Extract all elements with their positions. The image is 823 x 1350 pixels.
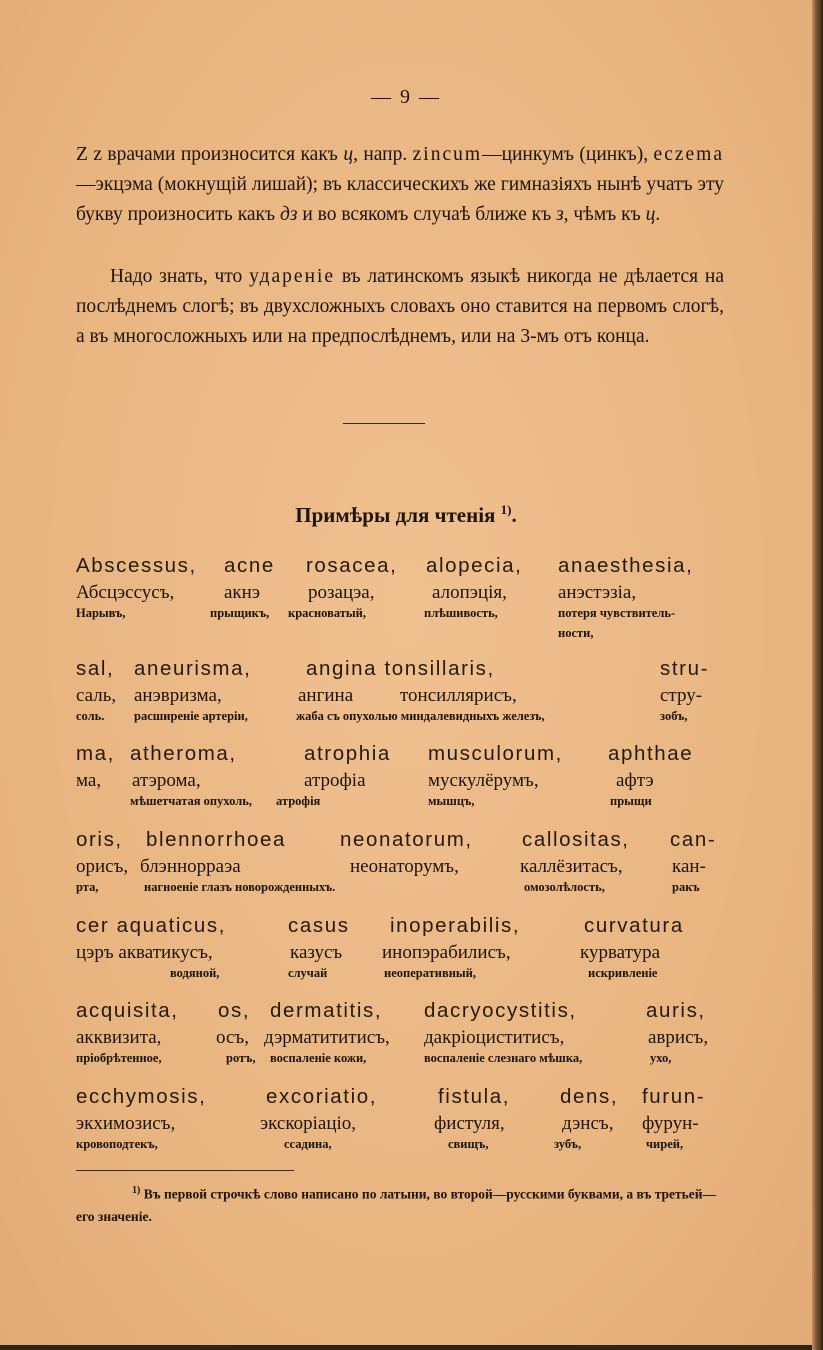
russian-transcription: афтэ	[616, 770, 654, 791]
latin-word: aneurisma,	[134, 657, 252, 680]
meaning: рта,	[76, 880, 99, 894]
latin-word: stru-	[660, 657, 709, 680]
russian-transcription: анэстэзіа,	[558, 582, 637, 603]
meaning: воспаленіе кожи,	[270, 1051, 367, 1065]
meaning: Нарывъ,	[76, 606, 126, 620]
p1-italic-3: з	[556, 204, 564, 225]
russian-transcription: инопэрабилисъ,	[382, 942, 511, 963]
meaning: прыщи	[610, 794, 652, 808]
meaning: неоперативный,	[384, 966, 477, 980]
russian-transcription: ангина	[298, 685, 354, 706]
latin-word: anaesthesia,	[558, 554, 694, 577]
meaning: соль.	[76, 709, 105, 723]
example-block-4	[76, 828, 724, 900]
meaning: кровоподтекъ,	[76, 1137, 158, 1151]
russian-transcription: неонаторумъ,	[350, 856, 459, 877]
latin-word: angina tonsillaris,	[306, 657, 495, 680]
latin-word: aphthae	[608, 742, 694, 765]
russian-transcription: орисъ,	[76, 856, 129, 877]
latin-word: dens,	[560, 1085, 619, 1108]
latin-word: os,	[218, 999, 251, 1022]
russian-transcription: цэръ акватикусъ,	[76, 942, 213, 963]
russian-transcription: кан-	[672, 856, 706, 877]
russian-transcription: блэннорраэа	[140, 856, 241, 877]
meaning: красноватый,	[288, 606, 366, 620]
p1-spaced-2: eczema	[653, 144, 724, 165]
latin-word: oris,	[76, 828, 123, 851]
meaning: прыщикъ,	[210, 606, 270, 620]
meaning: ссадина,	[284, 1137, 332, 1151]
example-block-5	[76, 914, 724, 986]
paragraph-z-pronunciation	[76, 140, 724, 230]
meaning: омозолѣлость,	[524, 880, 605, 894]
section-heading	[0, 502, 812, 528]
meaning: расширеніе артеріи,	[134, 709, 248, 723]
p1-text-7: .	[655, 204, 661, 225]
footnote-text: Въ первой строчкѣ слово написано по латыни, во второй—русскими буквами, а въ третьей—его значеніе.	[76, 1186, 717, 1224]
latin-word: can-	[670, 828, 717, 851]
latin-word: atrophia	[304, 742, 391, 765]
latin-word: furun-	[642, 1085, 706, 1108]
meaning: случай	[288, 966, 328, 980]
footnote	[76, 1180, 724, 1228]
p1-text-2: , напр.	[353, 144, 413, 165]
meaning: водяной,	[170, 966, 220, 980]
russian-transcription: казусъ	[290, 942, 343, 963]
russian-transcription: анэвризма,	[134, 685, 222, 706]
russian-transcription: дакріоциститисъ,	[424, 1027, 565, 1048]
page-number: — 9 —	[371, 86, 441, 108]
section-divider	[343, 423, 425, 424]
russian-transcription: дэрматититисъ,	[264, 1027, 390, 1048]
p2-text-1: Надо знать, что	[110, 266, 250, 287]
meaning: зобъ,	[660, 709, 688, 723]
p1-italic-1: ц	[343, 144, 354, 165]
russian-transcription: фистуля,	[434, 1113, 505, 1134]
meaning: мѣшетчатая опухоль,	[130, 794, 252, 808]
latin-word: dacryocystitis,	[424, 999, 577, 1022]
example-block-1	[76, 554, 724, 646]
latin-word: blennorrhoea	[146, 828, 287, 851]
russian-transcription: экхимозисъ,	[76, 1113, 176, 1134]
meaning: потеря чувствитель-	[558, 606, 676, 620]
latin-word: dermatitis,	[270, 999, 383, 1022]
latin-word: acquisita,	[76, 999, 179, 1022]
p1-text-5: и во всякомъ случаѣ ближе къ	[297, 204, 557, 225]
russian-transcription: аврисъ,	[648, 1027, 709, 1048]
latin-word: rosacea,	[306, 554, 398, 577]
meaning: воспаленіе слезнаго мѣшка,	[424, 1051, 583, 1065]
heading-period: .	[511, 503, 517, 527]
russian-transcription: стру-	[660, 685, 703, 706]
meaning: атрофія	[276, 794, 321, 808]
russian-transcription: осъ,	[216, 1027, 249, 1048]
latin-word: casus	[288, 914, 350, 937]
russian-transcription: мускулёрумъ,	[428, 770, 539, 791]
meaning: ротъ,	[226, 1051, 256, 1065]
meaning: ракъ	[672, 880, 700, 894]
paragraph-stress	[76, 262, 724, 352]
russian-transcription: атэрома,	[132, 770, 201, 791]
meaning: нагноеніе глазъ новорожденныхъ.	[144, 880, 336, 894]
russian-transcription: ма,	[76, 770, 102, 791]
p1-text-6: , чѣмъ къ	[563, 204, 646, 225]
p2-text-2: въ латинскомъ языкѣ никогда не дѣлается на послѣднемъ слогѣ; въ двухсложныхъ словахъ оно ставится на первомъ слогѣ, а въ многосложныхъ или на предпослѣднемъ, или на 3-мъ отъ конца.	[76, 266, 724, 347]
meaning: чирей,	[646, 1137, 684, 1151]
meaning: пріобрѣтенное,	[76, 1051, 162, 1065]
meaning: плѣшивость,	[424, 606, 498, 620]
russian-transcription: акквизита,	[76, 1027, 162, 1048]
latin-word: inoperabilis,	[390, 914, 521, 937]
example-block-3	[76, 742, 724, 814]
scan-edge	[812, 0, 823, 1350]
footnote-separator	[76, 1170, 294, 1171]
russian-transcription: Абсцэссусъ,	[76, 582, 175, 603]
meaning: мышцъ,	[428, 794, 475, 808]
latin-word: fistula,	[438, 1085, 511, 1108]
p1-text-1: Z z врачами произносится какъ	[76, 144, 344, 165]
latin-word: atheroma,	[130, 742, 237, 765]
p1-spaced-1: zincum	[412, 144, 483, 165]
meaning: ухо,	[650, 1051, 672, 1065]
russian-transcription: тонсиллярисъ,	[400, 685, 517, 706]
latin-word: neonatorum,	[340, 828, 473, 851]
example-block-7	[76, 1085, 724, 1157]
meaning: жаба съ опухолью миндалевидныхъ железъ,	[296, 709, 545, 723]
latin-word: callositas,	[522, 828, 630, 851]
latin-word: excoriatio,	[266, 1085, 378, 1108]
p1-italic-2: дз	[279, 204, 298, 225]
heading-footnote-mark: 1)	[500, 502, 512, 517]
meaning: ности,	[558, 626, 594, 640]
russian-transcription: экскоріаціо,	[260, 1113, 357, 1134]
latin-word: musculorum,	[428, 742, 563, 765]
russian-transcription: розацэа,	[308, 582, 375, 603]
example-block-2	[76, 657, 724, 729]
meaning: зубъ,	[554, 1137, 582, 1151]
p1-italic-4: ц	[645, 204, 656, 225]
latin-word: ma,	[76, 742, 115, 765]
russian-transcription: акнэ	[224, 582, 260, 603]
latin-word: auris,	[646, 999, 706, 1022]
p1-text-4: —экцэма (мокнущій лишай); въ классическихъ же гимназіяхъ нынѣ учатъ эту букву произносить какъ	[76, 174, 724, 225]
latin-word: curvatura	[584, 914, 684, 937]
russian-transcription: курватура	[580, 942, 661, 963]
latin-word: acne	[224, 554, 275, 577]
meaning: искривленіе	[588, 966, 658, 980]
meaning: свищъ,	[448, 1137, 489, 1151]
heading-text: Примѣры для чтенія	[295, 503, 496, 527]
latin-word: alopecia,	[426, 554, 523, 577]
latin-word: ecchymosis,	[76, 1085, 207, 1108]
latin-word: sal,	[76, 657, 115, 680]
russian-transcription: атрофіа	[304, 770, 366, 791]
russian-transcription: каллёзитасъ,	[520, 856, 623, 877]
footnote-mark: 1)	[132, 1185, 141, 1196]
russian-transcription: алопэція,	[432, 582, 507, 603]
p2-spaced-1: удареніе	[249, 266, 336, 287]
russian-transcription: саль,	[76, 685, 117, 706]
p1-text-3: —цинкумъ (цинкъ),	[482, 144, 654, 165]
russian-transcription: дэнсъ,	[562, 1113, 614, 1134]
latin-word: Abscessus,	[76, 554, 197, 577]
example-block-6	[76, 999, 724, 1071]
latin-word: cer aquaticus,	[76, 914, 227, 937]
russian-transcription: фурун-	[642, 1113, 699, 1134]
